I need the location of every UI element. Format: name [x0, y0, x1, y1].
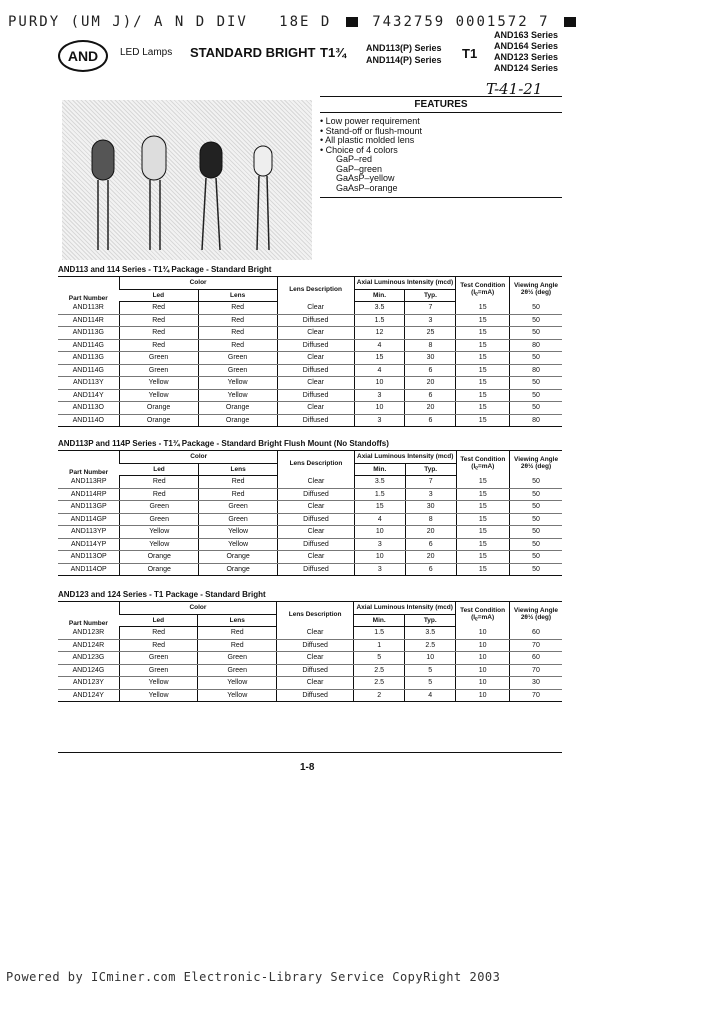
table-cell: Red [119, 339, 198, 352]
table-cell: Orange [119, 414, 198, 427]
page-title: STANDARD BRIGHT [190, 45, 316, 60]
table-cell: 20 [405, 377, 456, 390]
table-cell: 15 [456, 476, 509, 489]
side-series: AND163 Series [494, 30, 559, 40]
col-lens-description: Lens Description [277, 602, 354, 627]
col-min: Min. [354, 289, 405, 302]
table-cell: AND113YP [58, 526, 120, 539]
table-cell: AND123G [58, 652, 119, 665]
feature-item: • Choice of 4 colors [320, 146, 562, 156]
table-cell: Orange [199, 563, 278, 576]
table-cell: 15 [456, 389, 510, 402]
table-cell: AND114GP [58, 513, 120, 526]
spec-table-1 [58, 276, 562, 427]
table-cell: 15 [456, 414, 510, 427]
feature-item: • Low power requirement [320, 117, 562, 127]
table-cell: 15 [456, 314, 510, 327]
table-cell: 6 [405, 364, 456, 377]
table-cell: AND114O [58, 414, 119, 427]
table-cell: 2 [354, 689, 405, 702]
table-cell: 15 [456, 402, 510, 415]
col-lens: Lens [198, 614, 277, 627]
col-color: Color [119, 277, 277, 290]
table-cell: 6 [405, 389, 456, 402]
table-cell: Diffused [277, 639, 354, 652]
col-intensity: Axial Luminous Intensity (mcd) [354, 602, 456, 615]
spec-table-3 [58, 601, 562, 702]
table-cell: 10 [354, 551, 405, 564]
features-title: FEATURES [320, 96, 562, 113]
col-test-condition: Test Condition (Iᵨ=mA) [456, 602, 510, 627]
series-a: AND113(P) Series [366, 43, 442, 53]
table-cell: 10 [354, 377, 405, 390]
col-led: Led [119, 289, 198, 302]
table-cell: 50 [510, 476, 562, 489]
table-row [58, 501, 562, 514]
table-cell: 7 [405, 476, 456, 489]
table-cell: Red [198, 302, 277, 315]
table-cell: Diffused [278, 563, 355, 576]
col-min: Min. [354, 614, 405, 627]
col-lens-description: Lens Description [278, 451, 355, 476]
table-cell: Clear [277, 352, 354, 365]
table-cell: Red [119, 327, 198, 340]
table-cell: 3 [354, 414, 405, 427]
table-cell: AND123R [58, 627, 119, 640]
table-cell: 50 [510, 526, 562, 539]
col-led: Led [120, 463, 199, 476]
table-cell: Red [120, 488, 199, 501]
table-cell: 50 [510, 488, 562, 501]
side-series-list [494, 30, 558, 74]
table-cell: 4 [354, 339, 405, 352]
feature-item: • Stand-off or flush-mount [320, 127, 562, 137]
table-cell: 15 [354, 352, 405, 365]
table-cell: 80 [509, 339, 562, 352]
table-cell: 12 [354, 327, 405, 340]
table-cell: Yellow [119, 689, 198, 702]
table-cell: 2.5 [354, 664, 405, 677]
table-cell: 50 [510, 501, 562, 514]
table-cell: Green [119, 652, 198, 665]
table-cell: AND113OP [58, 551, 120, 564]
table-cell: Green [198, 664, 277, 677]
table-cell: 50 [510, 551, 562, 564]
table-cell: 25 [405, 327, 456, 340]
col-led: Led [119, 614, 198, 627]
table-row [58, 389, 562, 402]
col-typ: Typ. [405, 463, 456, 476]
table-cell: 5 [405, 664, 456, 677]
table-cell: Red [198, 314, 277, 327]
table-cell: Orange [198, 414, 277, 427]
table-cell: 60 [509, 652, 562, 665]
table-row [58, 476, 562, 489]
features-box [320, 96, 562, 198]
table-cell: Red [119, 302, 198, 315]
col-viewing-angle: Viewing Angle 2θ½ (deg) [509, 277, 562, 302]
table-cell: 10 [456, 639, 510, 652]
table-cell: 15 [456, 352, 510, 365]
table-row [58, 327, 562, 340]
stamp-mid: 18E D [279, 14, 332, 30]
col-min: Min. [354, 463, 405, 476]
table-cell: 2.5 [405, 639, 456, 652]
table-cell: Diffused [277, 664, 354, 677]
table-cell: 3 [354, 563, 405, 576]
table-cell: 3.5 [354, 476, 405, 489]
table-cell: 2.5 [354, 677, 405, 690]
table-cell: Clear [278, 526, 355, 539]
table-cell: 50 [509, 352, 562, 365]
features-rule [320, 197, 562, 198]
col-part-number: Part Number [58, 277, 119, 302]
feature-color: GaP–red [336, 154, 373, 164]
table-cell: AND114RP [58, 488, 120, 501]
table-row [58, 314, 562, 327]
table-title-2: AND113P and 114P Series - T1¾ Package - Standard Bright Flush Mount (No Standoffs) [58, 439, 389, 448]
table-cell: AND124Y [58, 689, 119, 702]
table-cell: Yellow [119, 389, 198, 402]
table-cell: Diffused [277, 389, 354, 402]
stamp-right: 7432759 0001572 7 [372, 14, 550, 30]
stamp-left: PURDY (UM J)/ A N D DIV [8, 14, 248, 30]
table-cell: 15 [456, 526, 509, 539]
feature-item: • All plastic molded lens [320, 136, 562, 146]
spec-table-2 [58, 450, 562, 576]
table-cell: 15 [354, 501, 405, 514]
table-cell: 10 [354, 402, 405, 415]
table-cell: Green [198, 352, 277, 365]
table-cell: 10 [405, 652, 456, 665]
table-cell: 80 [509, 414, 562, 427]
table-cell: 15 [456, 513, 509, 526]
table-cell: Yellow [198, 389, 277, 402]
feature-color: GaAsP–yellow [336, 173, 395, 183]
table-cell: 50 [510, 538, 562, 551]
table-cell: Red [198, 639, 277, 652]
table-cell: Green [119, 364, 198, 377]
scan-stamp [8, 14, 580, 30]
col-lens: Lens [199, 463, 278, 476]
table-cell: AND124R [58, 639, 119, 652]
table-cell: AND113G [58, 327, 119, 340]
table-cell: 3 [354, 389, 405, 402]
table-cell: 15 [456, 339, 510, 352]
table-cell: 15 [456, 302, 510, 315]
table-row [58, 377, 562, 390]
side-series: AND123 Series [494, 52, 559, 62]
table-cell: 50 [510, 563, 562, 576]
table-cell: 6 [405, 563, 456, 576]
table-cell: 20 [405, 526, 456, 539]
table-cell: 1.5 [354, 314, 405, 327]
col-part-number: Part Number [58, 602, 119, 627]
table-cell: 30 [405, 501, 456, 514]
table-cell: 15 [456, 327, 510, 340]
table-cell: AND113R [58, 302, 119, 315]
table-cell: 4 [354, 513, 405, 526]
table-cell: Orange [119, 402, 198, 415]
table-title-1: AND113 and 114 Series - T1¾ Package - Standard Bright [58, 265, 272, 274]
table-cell: 50 [509, 327, 562, 340]
table-cell: AND113Y [58, 377, 119, 390]
bottom-rule [58, 752, 562, 753]
table-cell: Diffused [277, 689, 354, 702]
table-cell: AND114G [58, 364, 119, 377]
col-part-number: Part Number [58, 451, 120, 476]
table-cell: 3 [405, 488, 456, 501]
table-cell: Clear [277, 402, 354, 415]
table-cell: Clear [278, 476, 355, 489]
table-cell: Green [198, 364, 277, 377]
table-cell: AND114YP [58, 538, 120, 551]
table-cell: 4 [405, 689, 456, 702]
table-row [58, 689, 562, 702]
handwritten-note: T-41-21 [486, 80, 543, 98]
table-cell: 1 [354, 639, 405, 652]
side-series: AND124 Series [494, 63, 559, 73]
table-cell: 6 [405, 414, 456, 427]
col-viewing-angle: Viewing Angle 2θ½ (deg) [510, 451, 562, 476]
table-cell: 1.5 [354, 488, 405, 501]
col-test-condition: Test Condition (Iᵨ=mA) [456, 451, 509, 476]
table-cell: 30 [405, 352, 456, 365]
table-cell: Yellow [120, 538, 199, 551]
table-cell: 50 [510, 513, 562, 526]
table-cell: Clear [278, 551, 355, 564]
table-cell: 15 [456, 538, 509, 551]
table-cell: 50 [509, 402, 562, 415]
table-cell: Clear [277, 677, 354, 690]
table-cell: AND113RP [58, 476, 120, 489]
table-cell: Orange [198, 402, 277, 415]
table-cell: AND114R [58, 314, 119, 327]
table-cell: 30 [509, 677, 562, 690]
table-cell: Red [120, 476, 199, 489]
black-mark-icon [346, 17, 358, 27]
table-cell: 15 [456, 501, 509, 514]
table-row [58, 563, 562, 576]
table-cell: 15 [456, 551, 509, 564]
table-cell: Yellow [198, 377, 277, 390]
table-cell: AND113O [58, 402, 119, 415]
table-cell: Yellow [198, 677, 277, 690]
features-list [320, 117, 562, 193]
table-cell: 70 [509, 664, 562, 677]
table-cell: AND124G [58, 664, 119, 677]
feature-color: GaAsP–orange [336, 182, 398, 193]
table-cell: Clear [277, 652, 354, 665]
table-cell: Orange [120, 563, 199, 576]
table-cell: 3.5 [405, 627, 456, 640]
col-typ: Typ. [405, 614, 456, 627]
table-cell: 20 [405, 402, 456, 415]
col-test-condition: Test Condition (Iᵨ=mA) [456, 277, 510, 302]
table-cell: 10 [354, 526, 405, 539]
table-cell: Green [119, 664, 198, 677]
feature-color: GaP–green [336, 163, 383, 174]
col-viewing-angle: Viewing Angle 2θ½ (deg) [509, 602, 562, 627]
table-cell: 50 [509, 377, 562, 390]
table-cell: Yellow [120, 526, 199, 539]
table-cell: Red [119, 639, 198, 652]
table-cell: Yellow [119, 677, 198, 690]
table-cell: Green [119, 352, 198, 365]
table-cell: 80 [509, 364, 562, 377]
table-row [58, 414, 562, 427]
led-lamps-illustration [62, 100, 312, 260]
table-cell: 15 [456, 364, 510, 377]
table-cell: Yellow [119, 377, 198, 390]
table-cell: Yellow [199, 526, 278, 539]
table-cell: 10 [456, 627, 510, 640]
table-cell: Green [120, 501, 199, 514]
table-cell: 50 [509, 314, 562, 327]
table-cell: 10 [456, 664, 510, 677]
table-row [58, 364, 562, 377]
table-cell: AND114G [58, 339, 119, 352]
table-row [58, 526, 562, 539]
table-cell: Clear [277, 302, 354, 315]
table-row [58, 538, 562, 551]
table-cell: 4 [354, 364, 405, 377]
table-cell: Red [198, 627, 277, 640]
table-cell: 6 [405, 538, 456, 551]
table-cell: 3 [405, 314, 456, 327]
table-title-3: AND123 and 124 Series - T1 Package - Standard Bright [58, 590, 266, 599]
col-color: Color [119, 602, 276, 615]
table-cell: 3 [354, 538, 405, 551]
table-cell: 70 [509, 689, 562, 702]
table-cell: 5 [354, 652, 405, 665]
table-row [58, 302, 562, 315]
table-cell: Clear [277, 327, 354, 340]
table-row [58, 627, 562, 640]
table-row [58, 513, 562, 526]
table-row [58, 551, 562, 564]
table-cell: AND114OP [58, 563, 120, 576]
table-cell: 10 [456, 677, 510, 690]
table-row [58, 677, 562, 690]
table-row [58, 402, 562, 415]
table-cell: AND113G [58, 352, 119, 365]
table-row [58, 339, 562, 352]
table-cell: 15 [456, 563, 509, 576]
table-cell: AND123Y [58, 677, 119, 690]
series-list [366, 42, 442, 66]
table-row [58, 664, 562, 677]
table-cell: Green [199, 501, 278, 514]
table-cell: Green [120, 513, 199, 526]
table-cell: 3.5 [354, 302, 405, 315]
table-cell: 50 [509, 389, 562, 402]
table-cell: Orange [120, 551, 199, 564]
black-mark-icon [564, 17, 576, 27]
col-lens: Lens [198, 289, 277, 302]
table-cell: Orange [199, 551, 278, 564]
col-intensity: Axial Luminous Intensity (mcd) [354, 451, 456, 464]
table-cell: Clear [277, 627, 354, 640]
table-cell: 15 [456, 377, 510, 390]
and-logo: AND [58, 40, 108, 72]
table-cell: Red [119, 627, 198, 640]
table-cell: Diffused [277, 314, 354, 327]
footer-credit: Powered by ICminer.com Electronic-Library Service CopyRight 2003 [6, 970, 501, 984]
table-cell: Red [199, 488, 278, 501]
table-cell: Diffused [278, 538, 355, 551]
table-cell: Yellow [198, 689, 277, 702]
table-cell: Yellow [199, 538, 278, 551]
side-series: AND164 Series [494, 41, 559, 51]
table-cell: 1.5 [354, 627, 405, 640]
table-cell: 8 [405, 513, 456, 526]
table-cell: Diffused [278, 488, 355, 501]
table-cell: AND113GP [58, 501, 120, 514]
table-cell: 20 [405, 551, 456, 564]
table-row [58, 488, 562, 501]
table-row [58, 639, 562, 652]
table-cell: Red [119, 314, 198, 327]
table-cell: Clear [278, 501, 355, 514]
page-number: 1-8 [300, 762, 315, 773]
table-cell: 50 [509, 302, 562, 315]
table-cell: 8 [405, 339, 456, 352]
table-cell: 60 [509, 627, 562, 640]
col-intensity: Axial Luminous Intensity (mcd) [354, 277, 456, 290]
table-cell: Green [199, 513, 278, 526]
led-photo [62, 100, 312, 260]
table-cell: Diffused [277, 339, 354, 352]
col-typ: Typ. [405, 289, 456, 302]
package-size-a: T1¾ [320, 45, 347, 60]
table-cell: Diffused [277, 414, 354, 427]
table-cell: Diffused [277, 364, 354, 377]
table-cell: 7 [405, 302, 456, 315]
table-row [58, 652, 562, 665]
category-label: LED Lamps [120, 47, 173, 58]
table-cell: 10 [456, 689, 510, 702]
table-cell: 15 [456, 488, 509, 501]
table-cell: 70 [509, 639, 562, 652]
table-cell: Red [198, 339, 277, 352]
table-cell: Red [198, 327, 277, 340]
table-row [58, 352, 562, 365]
table-cell: Diffused [278, 513, 355, 526]
table-cell: Clear [277, 377, 354, 390]
table-cell: Red [199, 476, 278, 489]
table-cell: Green [198, 652, 277, 665]
col-lens-description: Lens Description [277, 277, 354, 302]
series-b: AND114(P) Series [366, 55, 442, 65]
col-color: Color [120, 451, 278, 464]
table-cell: AND114Y [58, 389, 119, 402]
table-cell: 10 [456, 652, 510, 665]
table-cell: 5 [405, 677, 456, 690]
package-size-b: T1 [462, 46, 478, 61]
